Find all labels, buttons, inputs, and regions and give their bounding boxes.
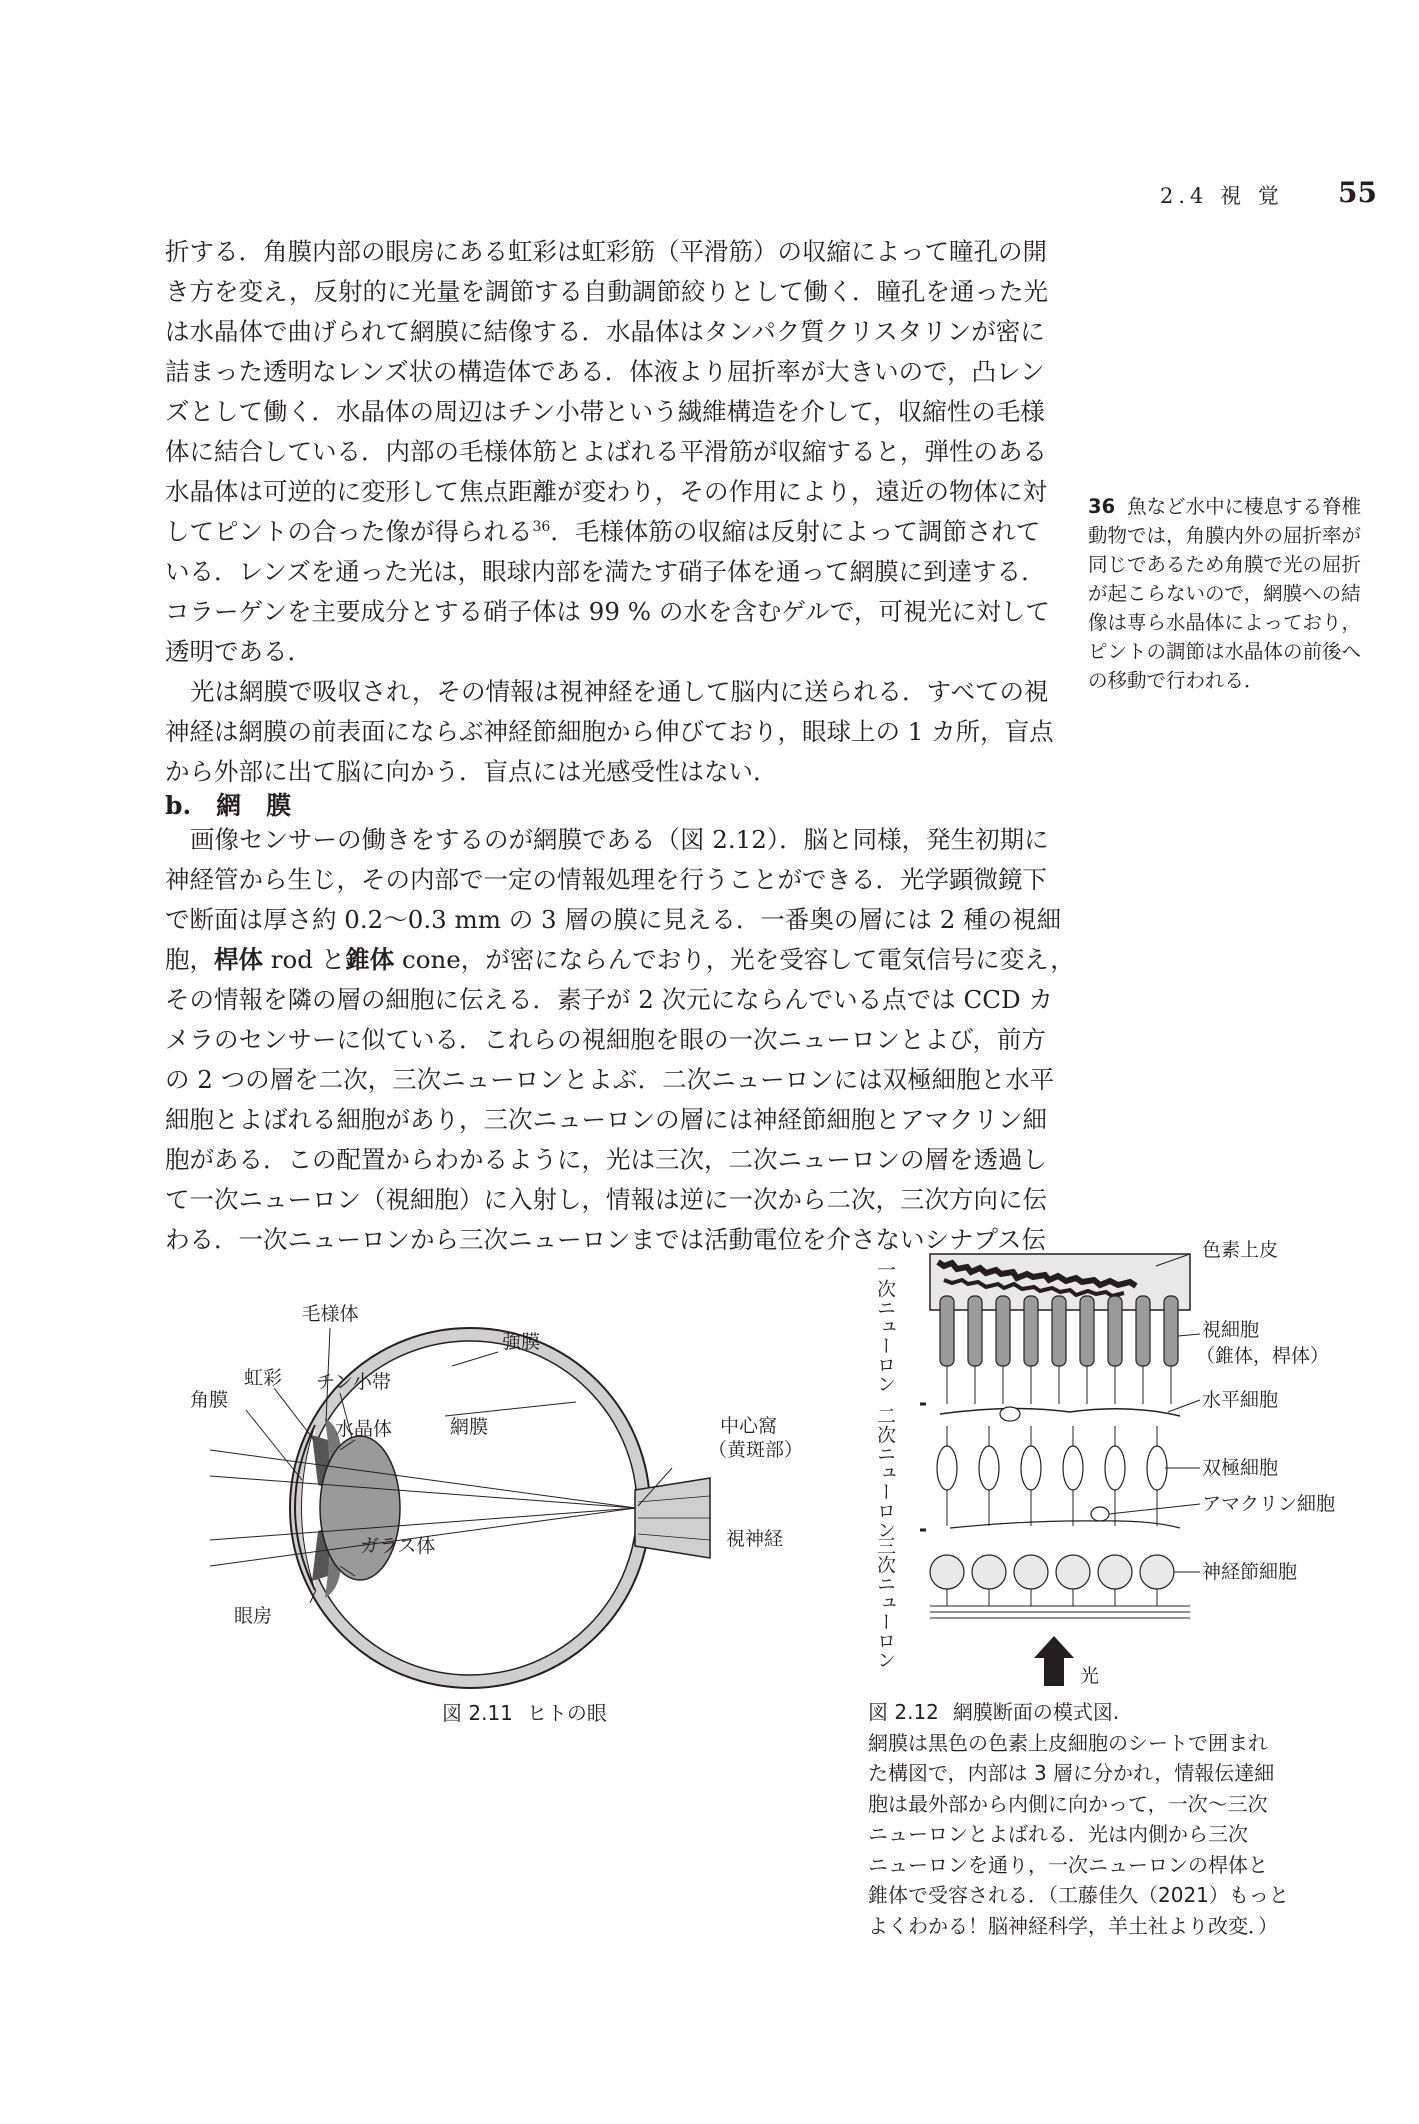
photoreceptors — [940, 1296, 1178, 1366]
label-zonule: チン小帯 — [316, 1371, 392, 1393]
label-bipolar-cell: 双極細胞 — [1202, 1457, 1279, 1479]
body-text: ．毛様体筋の収縮は反射によって調節されて — [550, 517, 1041, 547]
caption-line: ニューロンとよばれる．光は内側から三次 — [868, 1822, 1248, 1846]
label-ciliary-body: 毛様体 — [301, 1303, 359, 1325]
ganglion-cell — [1056, 1555, 1090, 1589]
cone-cell — [1136, 1296, 1150, 1366]
caption-line: 胞は最外部から内側に向かって，一次〜三次 — [868, 1791, 1268, 1816]
label-lens: 水晶体 — [335, 1418, 393, 1440]
label-amacrine-cell: アマクリン細胞 — [1202, 1493, 1336, 1515]
bipolar-cells — [937, 1446, 1167, 1490]
figure-2-12-caption — [868, 1697, 1288, 1941]
photoreceptor-axons — [947, 1366, 1171, 1404]
bipolar-processes — [947, 1426, 1157, 1526]
leader-line — [246, 1410, 302, 1480]
body-line: で断面は厚さ約 0.2〜0.3 mm の 3 層の膜に見える．一番奥の層には 2 種の視細 — [165, 905, 1062, 934]
section-heading: b. 網 膜 — [165, 791, 292, 820]
ganglion-cell — [1098, 1555, 1132, 1589]
horizontal-cell — [940, 1408, 1180, 1416]
running-head: 2.4 視 覚 — [1160, 184, 1284, 208]
body-line: いる．レンズを通った光は，眼球内部を満たす硝子体を通って網膜に到達する． — [165, 557, 1046, 586]
ganglion-cell — [1014, 1555, 1048, 1589]
rod-cell — [940, 1296, 954, 1366]
body-line: 光は網膜で吸収され，その情報は視神経を通して脳内に送られる．すべての視 — [190, 677, 1049, 706]
ganglion-cell — [930, 1555, 964, 1589]
label-photoreceptor: 視細胞 — [1202, 1319, 1260, 1341]
caption-line: ニューロンを通り，一次ニューロンの桿体と — [868, 1852, 1268, 1877]
nerve-fiber-layer — [930, 1589, 1190, 1618]
leader-line — [274, 1388, 314, 1440]
label-chamber: 眼房 — [234, 1605, 273, 1627]
label-pigment-epithelium: 色素上皮 — [1202, 1239, 1279, 1261]
label-ganglion-cell: 神経節細胞 — [1202, 1561, 1298, 1583]
bipolar-cell — [1147, 1446, 1167, 1490]
footnote-ref[interactable]: 36 — [532, 519, 551, 535]
label-light: 光 — [1080, 1665, 1100, 1687]
body-text: 胞， — [165, 945, 214, 974]
body-text: rod と — [263, 945, 346, 974]
lens-shape — [320, 1436, 400, 1580]
cone-cell — [968, 1296, 982, 1366]
label-vitreous: ガラス体 — [360, 1535, 436, 1557]
body-line: 水晶体は可逆的に変形して焦点距離が変わり，その作用により，遠近の物体に対 — [165, 477, 1047, 506]
body-line: 画像センサーの働きをするのが網膜である（図 2.12）．脳と同様，発生初期に — [190, 825, 1049, 854]
body-line: から外部に出て脳に向かう．盲点には光感受性はない． — [165, 757, 778, 786]
caption-title: 網膜断面の模式図. — [952, 1700, 1120, 1724]
term-rod: 桿体 — [214, 945, 263, 974]
sidenote — [1088, 492, 1378, 695]
rod-cell — [996, 1296, 1010, 1366]
label-cornea: 角膜 — [190, 1389, 229, 1411]
body-line: の 2 つの層を二次，三次ニューロンとよぶ．二次ニューロンには双極細胞と水平 — [165, 1065, 1055, 1094]
layer-label-primary: 一次ニューロン — [874, 1260, 896, 1393]
ganglion-cell — [1140, 1555, 1174, 1589]
body-line: き方を変え，反射的に光量を調節する自動調節絞りとして働く．瞳孔を通った光 — [165, 277, 1048, 306]
label-photoreceptor-sub: （錐体，桿体） — [1196, 1345, 1330, 1367]
figure-2-11-caption — [442, 1697, 607, 1726]
body-line-with-bold-terms — [165, 945, 1075, 974]
horizontal-cell-body — [1000, 1407, 1020, 1421]
label-horizontal-cell: 水平細胞 — [1202, 1389, 1279, 1411]
rod-cell — [1052, 1296, 1066, 1366]
rod-cell — [1164, 1296, 1178, 1366]
eye-diagram — [190, 1290, 820, 1690]
caption-text: ヒトの眼 — [526, 1701, 607, 1725]
body-line: 神経管から生じ，その内部で一定の情報処理を行うことができる．光学顕微鏡下 — [165, 865, 1047, 894]
page-number: 55 — [1338, 176, 1377, 209]
sidenote-number: 36 — [1088, 495, 1116, 518]
bipolar-cell — [1063, 1446, 1083, 1490]
body-text: してピントの合った像が得られる — [165, 517, 533, 547]
body-line: その情報を隣の層の細胞に伝える．素子が 2 次元にならんでいる点では CCD カ — [165, 985, 1053, 1014]
amacrine-cell-body — [1091, 1507, 1109, 1521]
body-text: cone，が密にならんでおり，光を受容して電気信号に変え， — [394, 945, 1075, 974]
layer-label-tertiary: 三次ニューロン — [874, 1536, 896, 1669]
caption-line: た構図で，内部は 3 層に分かれ，情報伝達細 — [868, 1761, 1275, 1785]
body-line-with-footnote — [165, 517, 1041, 547]
rod-cell — [1108, 1296, 1122, 1366]
ganglion-cell — [972, 1555, 1006, 1589]
light-arrow-icon — [1034, 1636, 1074, 1686]
caption-line: よくわかる！脳神経科学，羊土社より改変．） — [868, 1913, 1278, 1938]
label-sclera: 強膜 — [502, 1331, 541, 1353]
body-line: わる．一次ニューロンから三次ニューロンまでは活動電位を介さないシナプス伝 — [165, 1225, 1047, 1254]
caption-line: 錐体で受容される．（工藤佳久（2021）もっと — [868, 1883, 1289, 1907]
caption-number: 図 2.12 — [868, 1700, 939, 1724]
layer-label-secondary: 二次ニューロン — [874, 1406, 896, 1539]
bipolar-cell — [1021, 1446, 1041, 1490]
caption-line: 網膜は黒色の色素上皮細胞のシートで囲まれ — [868, 1730, 1268, 1755]
label-retina: 網膜 — [450, 1416, 489, 1438]
bipolar-cell — [979, 1446, 999, 1490]
sidenote-text: 魚など水中に棲息する脊椎動物では，角膜内外の屈折率が同じであるため角膜で光の屈折が起こらないので，網膜への結像は専ら水晶体によっており，ピントの調節は水晶体の前後への移動で行われる． — [1088, 495, 1362, 692]
label-fovea: 中心窩 — [720, 1415, 778, 1437]
body-line: 折する．角膜内部の眼房にある虹彩は虹彩筋（平滑筋）の収縮によって瞳孔の開 — [165, 237, 1047, 266]
label-optic-nerve: 視神経 — [726, 1528, 784, 1550]
label-fovea-sub: （黄斑部） — [708, 1439, 804, 1461]
term-cone: 錐体 — [345, 945, 395, 974]
body-line: は水晶体で曲げられて網膜に結像する．水晶体はタンパク質クリスタリンが密に — [165, 317, 1045, 346]
body-line: 胞がある．この配置からわかるように，光は三次，二次ニューロンの層を透過し — [165, 1145, 1047, 1174]
caption-title-line — [868, 1697, 1288, 1728]
body-line: メラのセンサーに似ている．これらの視細胞を眼の一次ニューロンとよび，前方 — [165, 1025, 1047, 1054]
body-line: ズとして働く．水晶体の周辺はチン小帯という繊維構造を介して，収縮性の毛様 — [165, 397, 1045, 426]
caption-number: 図 2.11 — [442, 1701, 513, 1725]
cone-cell — [1080, 1296, 1094, 1366]
body-line: 透明である． — [165, 637, 312, 666]
bipolar-cell — [937, 1446, 957, 1490]
cone-cell — [1024, 1296, 1038, 1366]
bipolar-cell — [1105, 1446, 1125, 1490]
body-line: 体に結合している．内部の毛様体筋とよばれる平滑筋が収縮すると，弾性のある — [165, 437, 1047, 466]
body-line: 神経は網膜の前表面にならぶ神経節細胞から伸びており，眼球上の 1 カ所，盲点 — [165, 717, 1054, 746]
retina-diagram — [860, 1236, 1336, 1688]
body-line: て一次ニューロン（視細胞）に入射し，情報は逆に一次から二次，三次方向に伝 — [165, 1185, 1047, 1214]
body-line: コラーゲンを主要成分とする硝子体は 99 % の水を含むゲルで，可視光に対して — [165, 597, 1050, 626]
body-line: 細胞とよばれる細胞があり，三次ニューロンの層には神経節細胞とアマクリン細 — [165, 1105, 1047, 1134]
amacrine-cell — [950, 1521, 1180, 1528]
label-iris: 虹彩 — [244, 1367, 283, 1389]
body-line: 詰まった透明なレンズ状の構造体である．体液より屈折率が大きいので，凸レン — [165, 357, 1045, 386]
ganglion-cells — [930, 1555, 1174, 1589]
